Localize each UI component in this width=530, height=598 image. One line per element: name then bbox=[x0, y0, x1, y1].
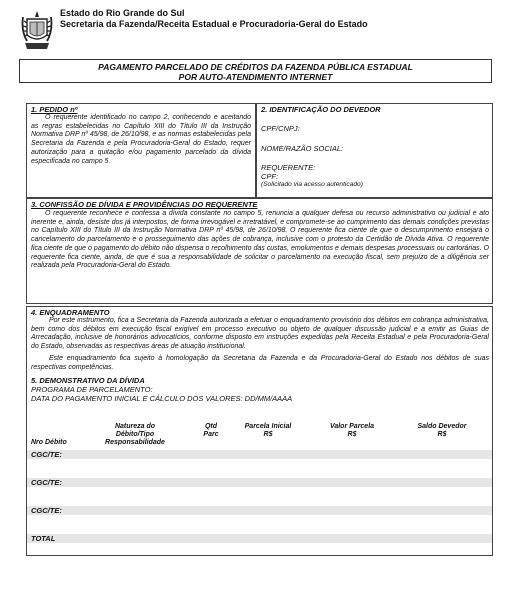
payment-date-label: DATA DO PAGAMENTO INICIAL E CÁLCULO DOS VALORES: DD/MM/AAAA bbox=[31, 394, 293, 403]
col-valor-parcela-line2: R$ bbox=[347, 431, 357, 438]
section-3-title: 3. CONFISSÃO DE DÍVIDA E PROVIDÊNCIAS DO REQUERENTE bbox=[31, 200, 258, 209]
section-4-title: 4. ENQUADRAMENTO bbox=[31, 308, 110, 317]
authenticated-note: (Solicitado via acesso autenticado) bbox=[261, 181, 363, 188]
table-row bbox=[27, 450, 492, 459]
state-coat-of-arms-icon bbox=[21, 9, 53, 53]
section-1-title: 1. PEDIDO nº bbox=[31, 105, 78, 114]
col-natureza-line2: Débito/Tipo bbox=[115, 431, 155, 438]
form-title-line2: POR AUTO-ATENDIMENTO INTERNET bbox=[178, 72, 333, 82]
col-valor-parcela bbox=[320, 423, 384, 439]
section-4-text-1: Por este instrumento, fica a Secretaria da Fazenda autorizada a efetuar o enquadramento provisório dos débitos em cobrança administrativa, bem como dos débitos em execução fiscal exigível em processo executivo ou objeto de qualquer discussão judicial e a emitir as Guias de Arrecadação, inclusive de honorários advocatícios, conforme disposto em instruções expedidas pela Receita Estadual e pela Procuradoria-Geral do Estado, observadas as respectivas áreas de atuação institucional. bbox=[31, 317, 489, 351]
col-nro-debito: Nro Débito bbox=[31, 439, 67, 446]
col-valor-parcela-line1: Valor Parcela bbox=[329, 423, 375, 430]
requester-label: REQUERENTE: bbox=[261, 163, 316, 172]
col-saldo-devedor-line1: Saldo Devedor bbox=[417, 423, 467, 430]
section-1-text: O requerente identificado no campo 2, conhecendo e aceitando as regras estabelecidas no Capítulo XIII do Título III da Instrução Normativa DRP nº 45/98, de 26/10/98, e as normas estabelecidas pela Secretaria da Fazenda e pela Procuradoria-Geral do Estado, requer autorização para a quitação e/ou pagamento parcelado da dívida especificada no campo 5. bbox=[31, 114, 251, 165]
form-title-line1: PAGAMENTO PARCELADO DE CRÉDITOS DA FAZENDA PÚBLICA ESTADUAL bbox=[98, 62, 413, 72]
requester-cpf-label: CPF: bbox=[261, 172, 279, 181]
row-cgc-te-label: CGC/TE: bbox=[31, 506, 62, 515]
row-cgc-te-label: CGC/TE: bbox=[31, 450, 62, 459]
col-natureza-line3: Responsabilidade bbox=[105, 439, 165, 446]
col-parcela-inicial-line1: Parcela Inicial bbox=[244, 423, 292, 430]
section-3-text: O requerente reconhece e confessa a dívida constante no campo 5, renuncia a qualquer defesa ou recurso administrativo ou judicial e ato inerente e, ainda, desiste dos já interpostos, de forma irrevogável e irretratável, e compromete-se ao cumprimento das demais condições previstas no Capítulo XIII do Título III da Instrução Normativa DRP nº 45/98, de 26/10/98. O requerente fica ciente de que o descumprimento ensejará o cancelamento do parcelamento e o prosseguimento das ações de cobrança, inclusive com o protesto da Certidão de Dívida Ativa. O requerente fica ciente de que o pagamento do débito não dispensa o recolhimento das custas, emolumentos e demais despesas processuais ou cartorárias. O requerente fica ciente, ainda, de que é sua a responsabilidade de solicitar o parcelamento na execução fiscal, sem prejuízo de a diligência ser realizada pela Procuradoria-Geral do Estado. bbox=[31, 210, 489, 270]
col-qtd bbox=[198, 423, 224, 439]
name-label: NOME/RAZÃO SOCIAL: bbox=[261, 144, 344, 153]
section-5-title: 5. DEMONSTRATIVO DA DÍVIDA bbox=[31, 376, 145, 385]
state-name: Estado do Rio Grande do Sul bbox=[60, 8, 185, 18]
col-qtd-line2: Parc bbox=[203, 431, 219, 438]
col-natureza bbox=[102, 423, 168, 447]
col-saldo-devedor bbox=[408, 423, 476, 439]
col-parcela-inicial bbox=[236, 423, 300, 439]
col-saldo-devedor-line2: R$ bbox=[437, 431, 447, 438]
col-natureza-line1: Natureza do bbox=[114, 423, 156, 430]
total-row bbox=[27, 534, 492, 543]
table-row bbox=[27, 506, 492, 515]
form-title-box bbox=[19, 59, 492, 83]
total-label: TOTAL bbox=[31, 534, 56, 543]
cpf-cnpj-label: CPF/CNPJ: bbox=[261, 124, 300, 133]
table-row bbox=[27, 478, 492, 487]
section-2-title: 2. IDENTIFICAÇÃO DO DEVEDOR bbox=[261, 105, 381, 114]
col-qtd-line1: Qtd bbox=[204, 423, 218, 430]
program-label: PROGRAMA DE PARCELAMENTO: bbox=[31, 385, 153, 394]
row-cgc-te-label: CGC/TE: bbox=[31, 478, 62, 487]
col-parcela-inicial-line2: R$ bbox=[263, 431, 273, 438]
department-name: Secretaria da Fazenda/Receita Estadual e Procuradoria-Geral do Estado bbox=[60, 19, 368, 29]
section-4-text-2: Este enquadramento fica sujeito à homologação da Secretaria da Fazenda e da Procuradoria-Geral do Estado nos débitos de suas respectivas competências. bbox=[31, 355, 489, 371]
